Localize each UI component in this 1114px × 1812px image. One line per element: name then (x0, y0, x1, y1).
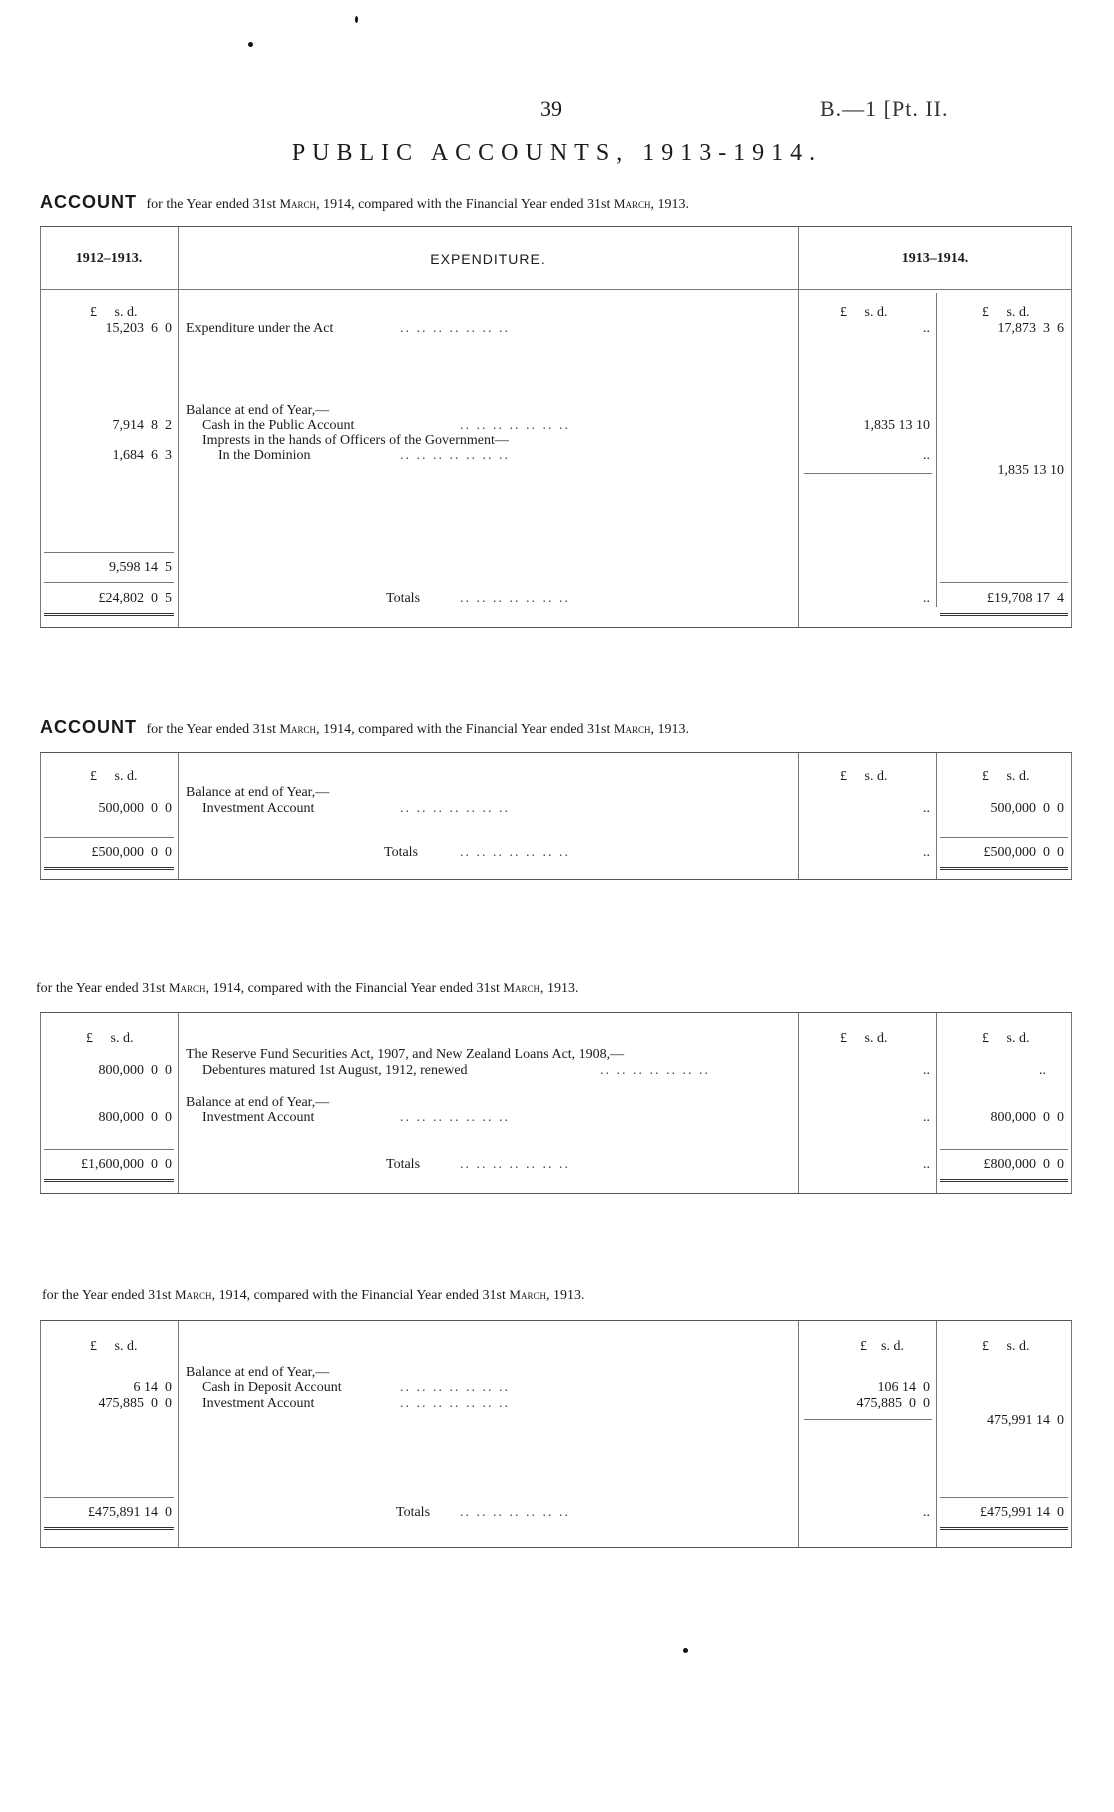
row-heading: Balance at end of Year,— (186, 1365, 330, 1380)
row-label: Expenditure under the Act (186, 321, 334, 336)
scan-speck (355, 16, 358, 23)
account-table (40, 226, 1072, 628)
amount-inner: 106 14 0 (877, 1380, 930, 1395)
row-heading: Balance at end of Year,— (186, 1095, 330, 1110)
dot-leader: .. .. .. .. .. .. .. (460, 1157, 570, 1172)
dot-leader: .. .. .. .. .. .. .. (460, 1505, 570, 1520)
empty-amount-dots: .. (923, 448, 930, 463)
dot-leader: .. .. .. .. .. .. .. (400, 1380, 510, 1395)
dot-leader: .. .. .. .. .. .. .. (460, 591, 570, 606)
account-caption: for the Year ended 31st March, 1914, compared with the Financial Year ended 31st March, 1913. (42, 1287, 585, 1303)
amount-prev: 475,885 0 0 (98, 1396, 172, 1411)
row-label: Investment Account (202, 1110, 315, 1125)
amount-prev: 15,203 6 0 (105, 321, 172, 336)
currency-header: £ s. d. (982, 1339, 1030, 1354)
empty-amount-dots: .. (923, 845, 930, 860)
amount-curr: 475,991 14 0 (987, 1413, 1064, 1428)
amount-inner: 475,885 0 0 (856, 1396, 930, 1411)
empty-amount-dots: .. (923, 591, 930, 606)
amount-subtotal: 9,598 14 5 (109, 560, 172, 575)
dot-leader: .. .. .. .. .. .. .. (600, 1063, 710, 1078)
dot-leader: .. .. .. .. .. .. .. (460, 418, 570, 433)
row-label: Cash in the Public Account (202, 418, 355, 433)
dot-leader: .. .. .. .. .. .. .. (400, 1110, 510, 1125)
currency-header: £ s. d. (86, 1031, 134, 1046)
row-heading: Balance at end of Year,— (186, 785, 330, 800)
empty-amount-dots: .. (923, 1505, 930, 1520)
dot-leader: .. .. .. .. .. .. .. (400, 801, 510, 816)
currency-header: £ s. d. (90, 305, 138, 320)
scan-speck (248, 42, 253, 47)
caption-lead: ACCOUNT (40, 192, 137, 212)
currency-header: £ s. d. (982, 305, 1030, 320)
total-curr: £19,708 17 4 (987, 591, 1064, 606)
amount-prev: 6 14 0 (133, 1380, 172, 1395)
column-header-curr-year: 1913–1914. (901, 251, 969, 266)
amount-prev: 1,684 6 3 (112, 448, 172, 463)
currency-header: £ s. d. (90, 769, 138, 784)
account-caption: for the Year ended 31st March, 1914, compared with the Financial Year ended 31st March, 1913. (36, 980, 579, 996)
amount-curr: 1,835 13 10 (997, 463, 1064, 478)
amount-inner: 1,835 13 10 (863, 418, 930, 433)
account-table (40, 1012, 1072, 1194)
currency-header: £ s. d. (840, 769, 888, 784)
currency-header: £ s. d. (860, 1339, 904, 1354)
column-header-expenditure: EXPENDITURE. (430, 251, 546, 267)
page-number: 39 (540, 96, 562, 121)
totals-label: Totals (396, 1505, 431, 1520)
totals-label: Totals (384, 845, 419, 860)
dot-leader: .. .. .. .. .. .. .. (400, 321, 510, 336)
total-prev: £1,600,000 0 0 (81, 1157, 172, 1172)
amount-curr: 500,000 0 0 (990, 801, 1064, 816)
row-heading: Imprests in the hands of Officers of the Government— (202, 433, 509, 448)
account-caption: ACCOUNT for the Year ended 31st March, 1914, compared with the Financial Year ended 31st March, 1913. (40, 717, 689, 737)
currency-header: £ s. d. (982, 769, 1030, 784)
row-label: Debentures matured 1st August, 1912, renewed (202, 1063, 468, 1078)
currency-header: £ s. d. (90, 1339, 138, 1354)
currency-header: £ s. d. (840, 305, 888, 320)
row-label: In the Dominion (218, 448, 311, 463)
totals-label: Totals (386, 591, 421, 606)
amount-prev: 800,000 0 0 (98, 1063, 172, 1078)
amount-prev: 500,000 0 0 (98, 801, 172, 816)
account-table (40, 1320, 1072, 1548)
row-label: Investment Account (202, 1396, 315, 1411)
total-curr: £800,000 0 0 (983, 1157, 1064, 1172)
currency-header: £ s. d. (840, 1031, 888, 1046)
caption-lead: ACCOUNT (40, 717, 137, 737)
scan-speck (683, 1648, 688, 1653)
total-curr: £475,991 14 0 (980, 1505, 1064, 1520)
page-title: PUBLIC ACCOUNTS, 1913-1914. (291, 140, 823, 166)
dot-leader: .. .. .. .. .. .. .. (400, 1396, 510, 1411)
empty-amount-dots: .. (923, 1157, 930, 1172)
row-heading: Balance at end of Year,— (186, 403, 330, 418)
total-prev: £475,891 14 0 (88, 1505, 172, 1520)
row-label: Investment Account (202, 801, 315, 816)
account-caption: ACCOUNT for the Year ended 31st March, 1914, compared with the Financial Year ended 31st March, 1913. (40, 192, 689, 212)
totals-label: Totals (386, 1157, 421, 1172)
dot-leader: .. .. .. .. .. .. .. (460, 845, 570, 860)
amount-prev: 800,000 0 0 (98, 1110, 172, 1125)
row-label: Cash in Deposit Account (202, 1380, 342, 1395)
currency-header: £ s. d. (982, 1031, 1030, 1046)
account-table (40, 752, 1072, 880)
empty-amount-dots: .. (923, 1110, 930, 1125)
row-heading: The Reserve Fund Securities Act, 1907, and New Zealand Loans Act, 1908,— (186, 1047, 625, 1062)
empty-amount-dots: .. (923, 321, 930, 336)
total-prev: £24,802 0 5 (98, 591, 172, 606)
amount-prev: 7,914 8 2 (112, 418, 172, 433)
dot-leader: .. .. .. .. .. .. .. (400, 448, 510, 463)
amount-curr: 17,873 3 6 (997, 321, 1064, 336)
amount-curr: 800,000 0 0 (990, 1110, 1064, 1125)
total-prev: £500,000 0 0 (91, 845, 172, 860)
empty-amount-dots: .. (1039, 1063, 1046, 1078)
column-header-prev-year: 1912–1913. (75, 251, 143, 266)
empty-amount-dots: .. (923, 1063, 930, 1078)
page-reference: B.—1 [Pt. II. (820, 96, 949, 121)
total-curr: £500,000 0 0 (983, 845, 1064, 860)
empty-amount-dots: .. (923, 801, 930, 816)
